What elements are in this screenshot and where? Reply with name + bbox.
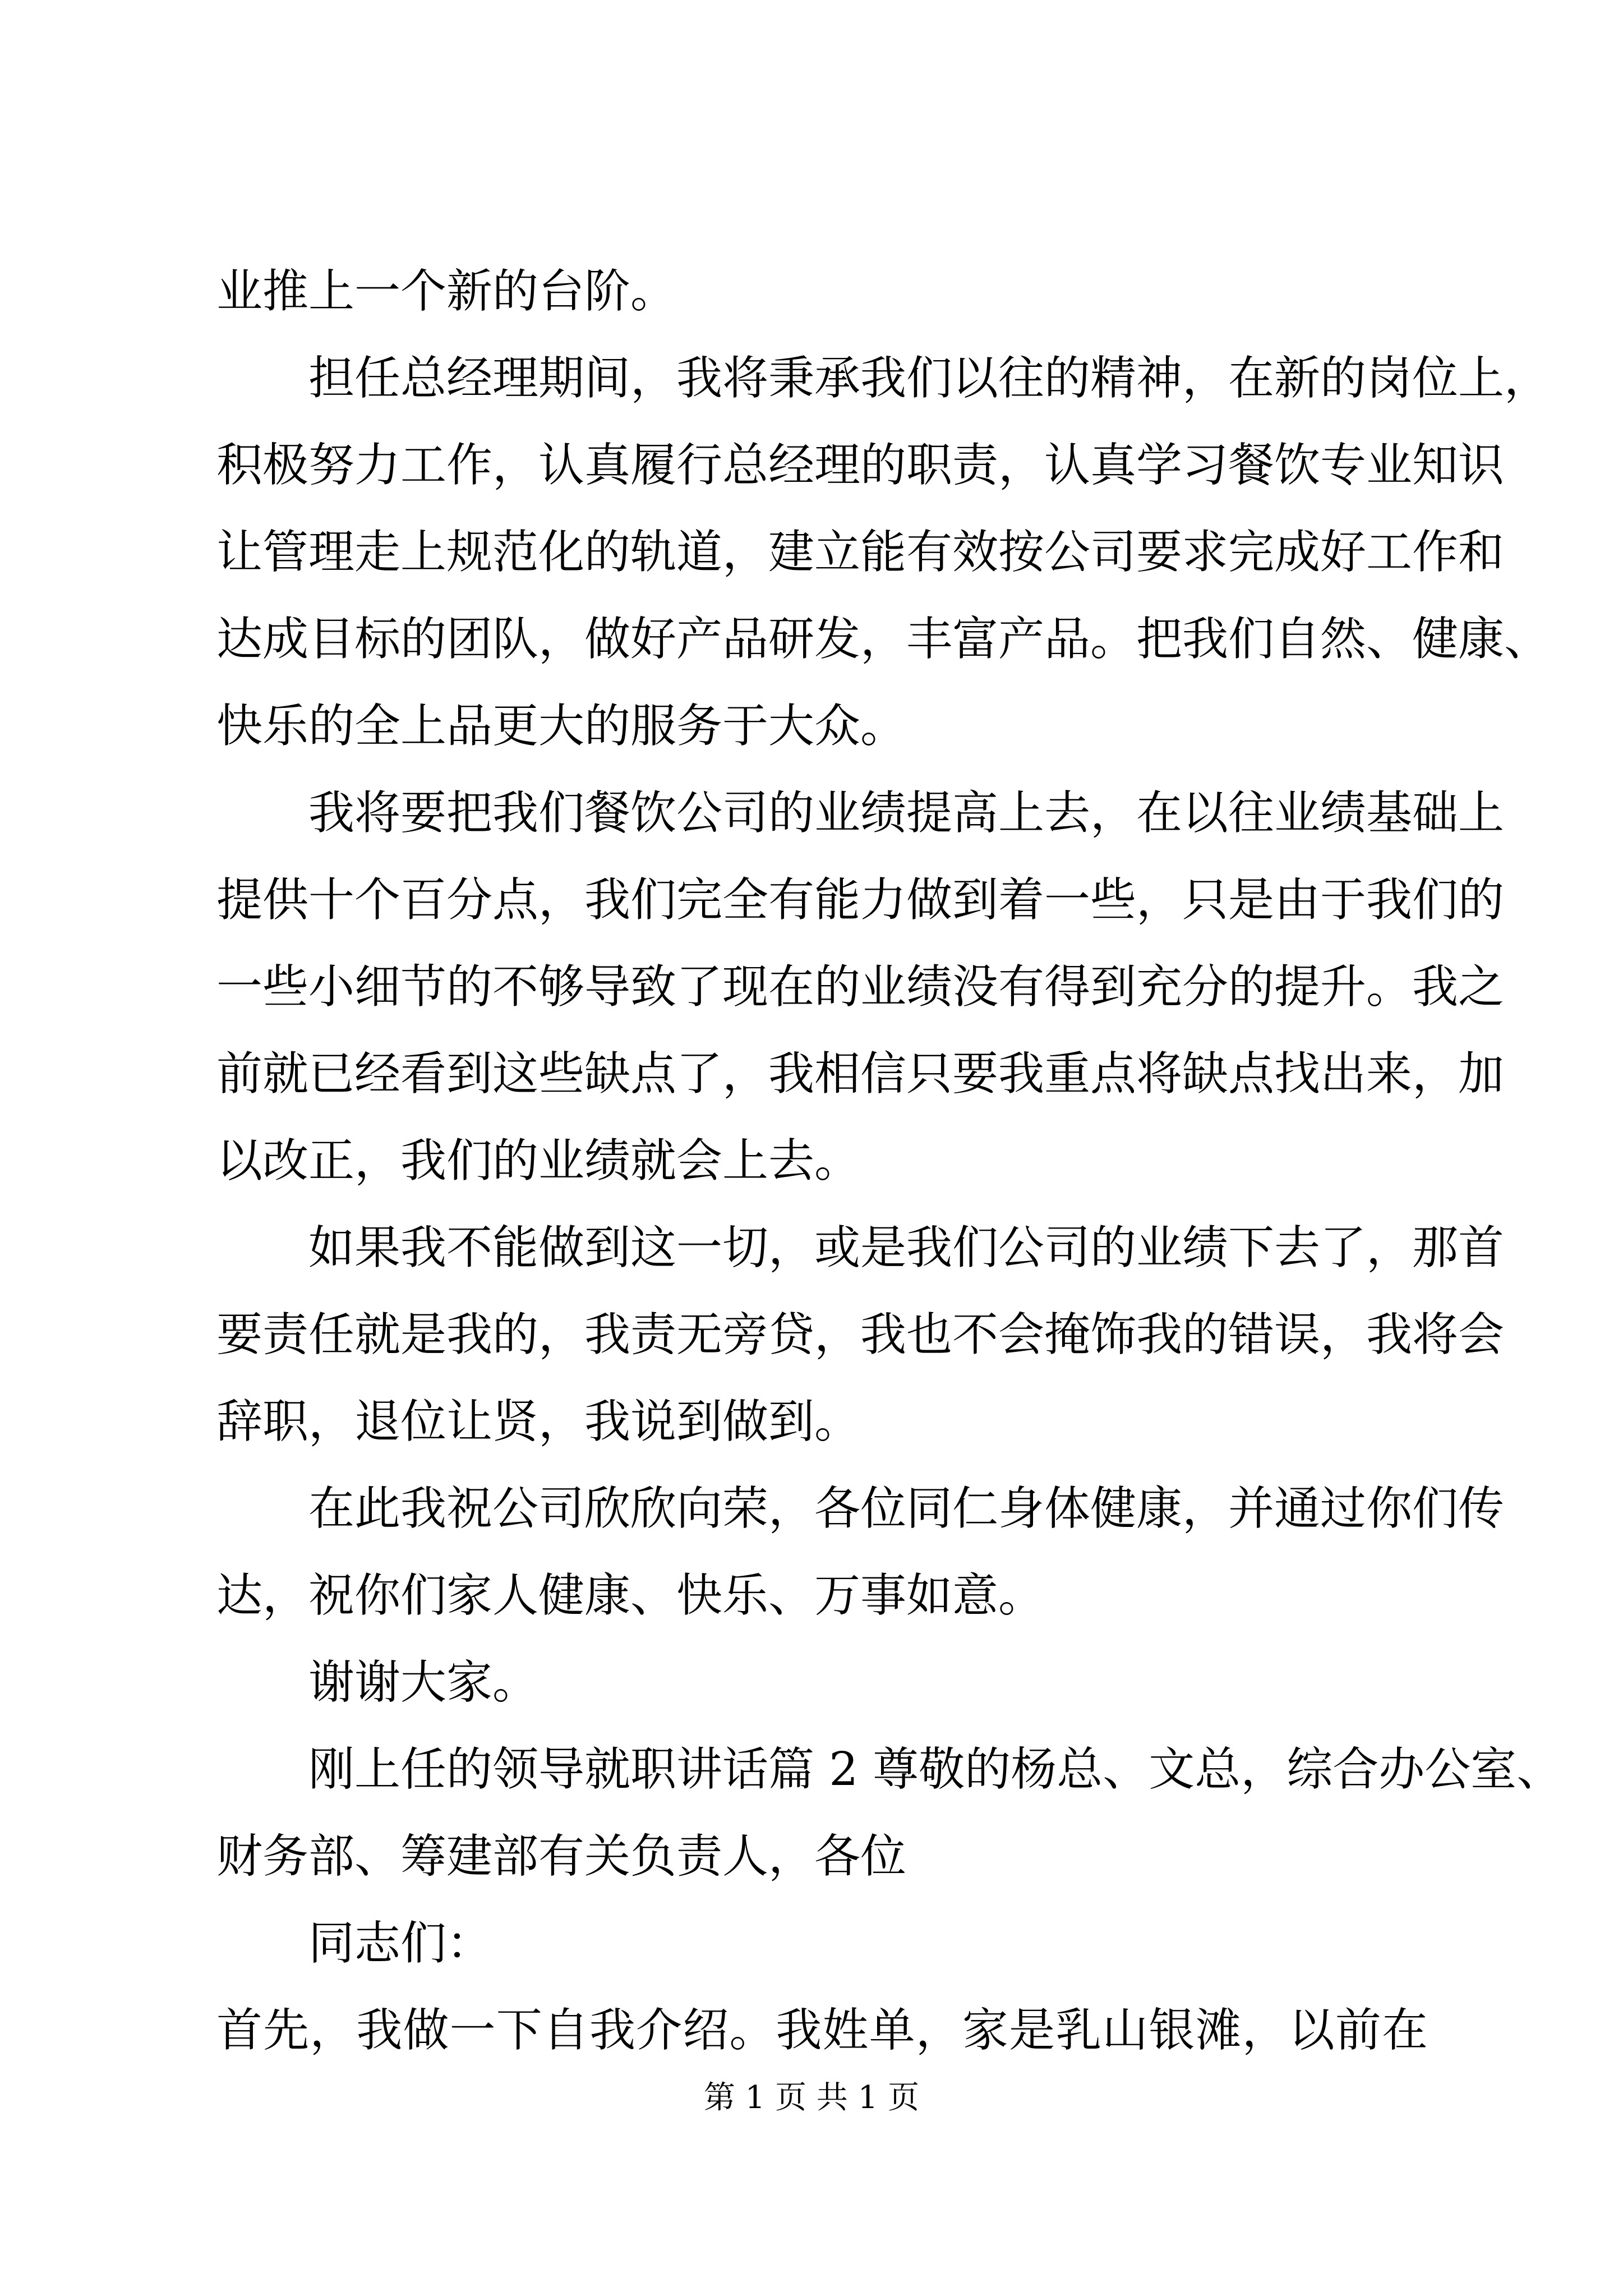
text-line: 担任总经理期间，我将秉承我们以往的精神，在新的岗位上， [308,352,1551,405]
text-line: 谢谢大家。 [308,1656,539,1709]
text-line: 我将要把我们餐饮公司的业绩提高上去，在以往业绩基础上 [308,786,1505,840]
text-line: 辞职，退位让贤，我说到做到。 [216,1395,861,1448]
text-line: 首先，我做一下自我介绍。我姓单，家是乳山银滩，以前在 [216,2004,1428,2057]
text-line: 达，祝你们家人健康、快乐、万事如意。 [216,1569,1045,1622]
text-line: 一些小细节的不够导致了现在的业绩没有得到充分的提升。我之 [216,960,1505,1014]
text-line: 提供十个百分点，我们完全有能力做到着一些，只是由于我们的 [216,873,1505,927]
text-line: 在此我祝公司欣欣向荣，各位同仁身体健康，并通过你们传 [308,1482,1505,1535]
text-line: 前就已经看到这些缺点了，我相信只要我重点将缺点找出来，加 [216,1047,1505,1101]
text-line: 积极努力工作，认真履行总经理的职责，认真学习餐饮专业知识 [216,439,1505,492]
text-line: 快乐的全上品更大的服务于大众。 [216,700,907,753]
text-line: 业推上一个新的台阶。 [216,265,677,318]
text-line: 同志们： [308,1917,493,1970]
page-footer: 第 1 页 共 1 页 [703,2079,920,2116]
text-line: 如果我不能做到这一切，或是我们公司的业绩下去了，那首 [308,1221,1505,1274]
text-line: 以改正，我们的业绩就会上去。 [216,1134,861,1188]
text-line: 让管理走上规范化的轨道，建立能有效按公司要求完成好工作和 [216,526,1505,579]
text-line: 刚上任的领导就职讲话篇 2 尊敬的杨总、文总，综合办公室、 [308,1743,1563,1796]
text-line: 财务部、筹建部有关负责人，各位 [216,1830,907,1883]
text-line: 达成目标的团队，做好产品研发，丰富产品。把我们自然、健康、 [216,613,1551,666]
text-line: 要责任就是我的，我责无旁贷，我也不会掩饰我的错误，我将会 [216,1308,1505,1361]
